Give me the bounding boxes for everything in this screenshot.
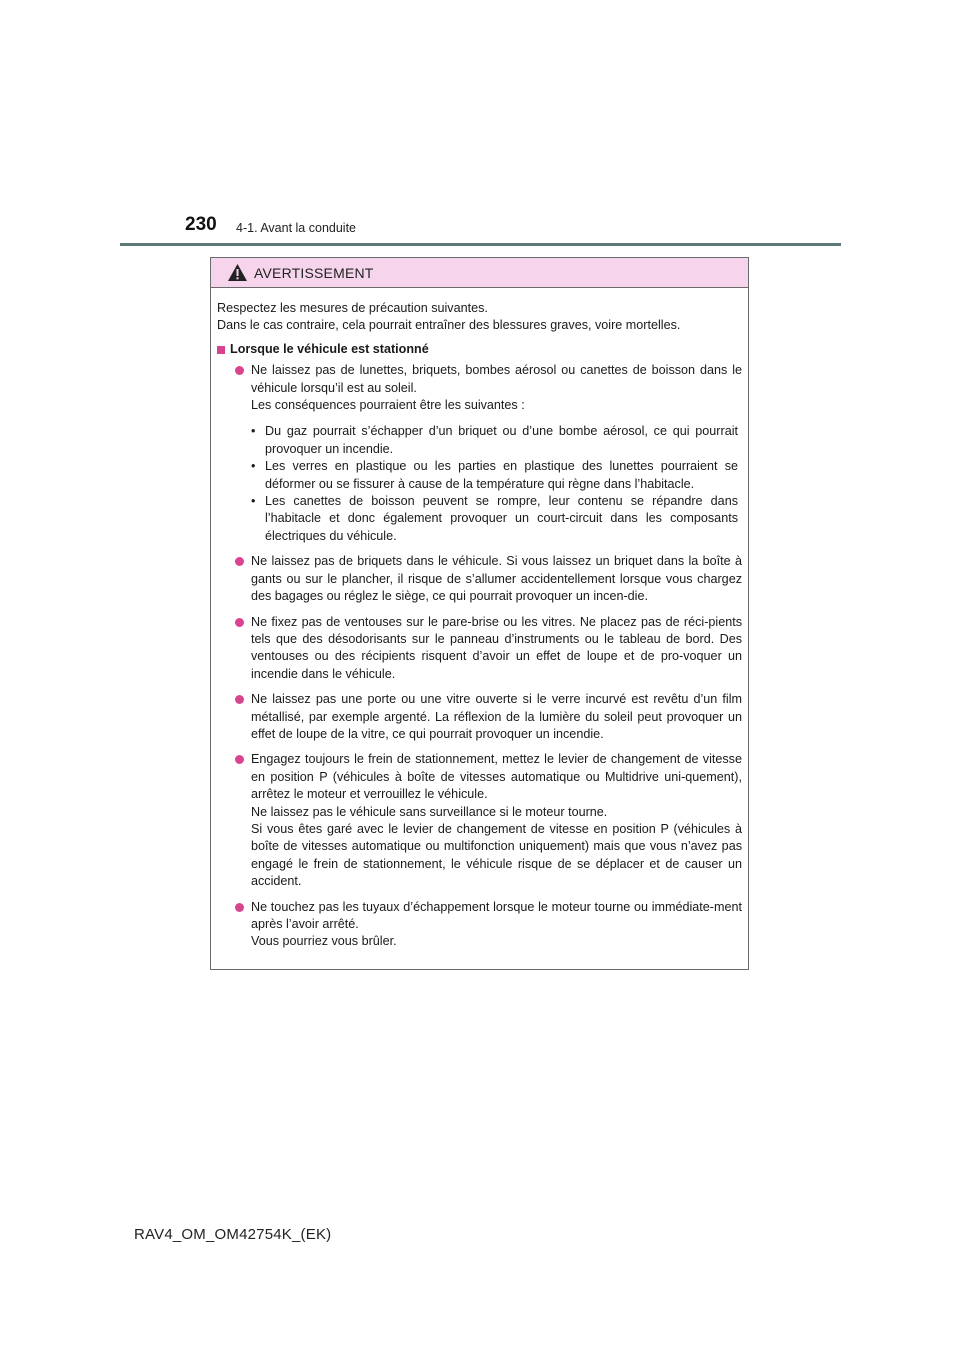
warning-box: [210, 257, 749, 970]
list-item: [217, 362, 742, 545]
sub-heading: [217, 341, 742, 358]
list-item-text: [251, 899, 742, 951]
paragraph: Ne fixez pas de ventouses sur le pare-brise ou les vitres. Ne placez pas de réci-pients tels que des désodorisants sur le panneau d’instruments ou le tableau de bord. Des ventouses ou des récipients risquent d’avoir un effet de loupe et de pro-voquer un incendie dans le véhicule.: [251, 614, 742, 681]
list-item-text: [251, 362, 742, 545]
section-title: 4-1. Avant la conduite: [236, 221, 356, 235]
warning-body: [211, 288, 748, 951]
list-item: [217, 553, 742, 605]
list-item: [217, 614, 742, 684]
paragraph: Ne laissez pas de briquets dans le véhicule. Si vous laissez un briquet dans la boîte à gants ou sur le plancher, il risque de s’allumer accidentellement lorsque vous chargez des bagages ou réglez le siège, ce qui pourrait provoquer un incen-die.: [251, 554, 742, 604]
bullet-icon: [235, 903, 244, 912]
list-item-text: [251, 614, 742, 684]
paragraph: Ne laissez pas le véhicule sans surveillance si le moteur tourne.: [251, 804, 608, 819]
paragraph: Ne laissez pas une porte ou une vitre ouverte si le verre incurvé est revêtu d’un film métallisé, par exemple argenté. La réflexion de la lumière du soleil peut provoquer un effet de loupe de la vitre, ce qui pourrait provoquer un incendie.: [251, 692, 742, 741]
list-item-text: [251, 751, 742, 890]
sub-list-item-text: Les verres en plastique ou les parties en plastique des lunettes pourraient se déformer ou se fissurer à cause de la température qui règne dans l’habitacle.: [265, 459, 738, 491]
footer-document-code: RAV4_OM_OM42754K_(EK): [134, 1226, 332, 1243]
warning-intro: [217, 300, 742, 335]
list-item: [217, 751, 742, 890]
list-item: [217, 691, 742, 743]
paragraph: Les conséquences pourraient être les suivantes :: [251, 398, 525, 413]
bullet-icon: [235, 695, 244, 704]
sub-list-item-text: Les canettes de boisson peuvent se rompre, leur contenu se répandre dans l’habitacle et donc également provoquer un court-circuit dans les composants électriques du véhicule.: [265, 494, 738, 543]
paragraph: Ne touchez pas les tuyaux d’échappement lorsque le moteur tourne ou immédiate-ment après l’avoir arrêté.: [251, 899, 742, 931]
sub-heading-text: Lorsque le véhicule est stationné: [230, 341, 429, 356]
list-item-text: [251, 691, 742, 743]
intro-line: Respectez les mesures de précaution suivantes.: [217, 301, 488, 315]
header-rule: [120, 243, 841, 246]
warning-title: AVERTISSEMENT: [254, 264, 374, 281]
paragraph: Vous pourriez vous brûler.: [251, 934, 397, 949]
sub-list-item: • Les canettes de boisson peuvent se rompre, leur contenu se répandre dans l’habitacle et donc également provoquer un court-circuit dans les composants électriques du véhicule.: [251, 494, 738, 543]
intro-line: Dans le cas contraire, cela pourrait entraîner des blessures graves, voire mortelles.: [217, 318, 681, 333]
square-bullet-icon: [217, 346, 225, 354]
bullet-icon: [235, 618, 244, 627]
bullet-icon: [235, 557, 244, 566]
sub-list-item: • Les verres en plastique ou les parties en plastique des lunettes pourraient se déformer ou se fissurer à cause de la température qui règne dans l’habitacle.: [251, 459, 738, 491]
bullet-icon: [235, 366, 244, 375]
warning-triangle-icon: [227, 263, 248, 282]
paragraph: Ne laissez pas de lunettes, briquets, bombes aérosol ou canettes de boisson dans le véhicule lorsqu’il est au soleil.: [251, 363, 742, 395]
sub-list-item: • Du gaz pourrait s’échapper d’un briquet ou d’une bombe aérosol, ce qui pourrait provoquer un incendie.: [251, 424, 738, 456]
sub-list-item-text: Du gaz pourrait s’échapper d’un briquet ou d’une bombe aérosol, ce qui pourrait provoquer un incendie.: [265, 424, 738, 456]
list-item-text: [251, 553, 742, 605]
warning-header: [211, 258, 748, 288]
list-item: [217, 899, 742, 951]
page-number: 230: [185, 214, 217, 235]
sub-list: [251, 423, 742, 545]
paragraph: Si vous êtes garé avec le levier de changement de vitesse en position P (véhicules à boîte de vitesses automatique ou multifonction uniquement) mais que vous n’avez pas engagé le frein de stationnement, le véhicule risque de se déplacer et de causer un accident.: [251, 821, 742, 889]
bullet-icon: [235, 755, 244, 764]
paragraph: Engagez toujours le frein de stationnement, mettez le levier de changement de vitesse en position P (véhicules à boîte de vitesses automatique ou Multidrive uni-quement), arrêtez le moteur et verrouillez le véhicule.: [251, 752, 742, 802]
